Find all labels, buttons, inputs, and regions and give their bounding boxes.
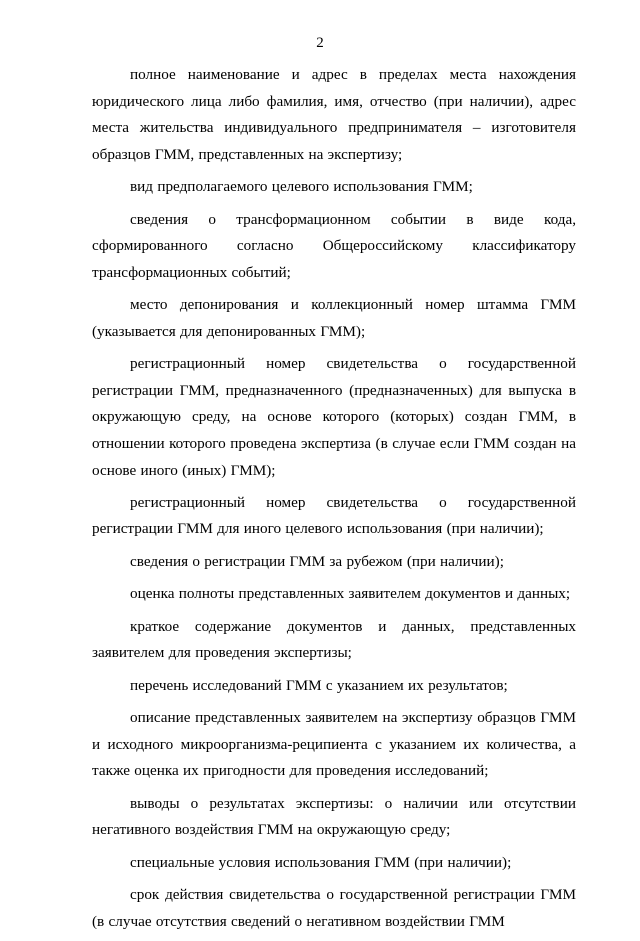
paragraph-other-registration: регистрационный номер свидетельства о государственной регистрации ГММ для иного целевого использования (при наличии); <box>92 493 576 538</box>
paragraph-deposit: место депонирования и коллекционный номер штамма ГММ (указывается для депонированных ГММ); <box>92 296 576 340</box>
page-number: 2 <box>316 35 324 51</box>
paragraph-parent-registration: регистрационный номер свидетельства о государственной регистрации ГММ, предназначенного (предназначенных) для выпуска в окружающую среду, на основе которого (которых) создан ГММ, в отношении которого проведена экспертиза (в случае если ГММ создан на основе иного (иных) ГММ); <box>92 355 576 479</box>
paragraph-completeness: оценка полноты представленных заявителем документов и данных; <box>130 585 571 603</box>
paragraph-special-conditions: специальные условия использования ГММ (при наличии); <box>130 853 512 871</box>
paragraph-manufacturer: полное наименование и адрес в пределах места нахождения юридического лица либо фамилия, имя, отчество (при наличии), адрес места жительства индивидуального предпринимателя – изготовителя образцов ГММ, представленных на экспертизу; <box>92 66 576 163</box>
paragraph-validity: срок действия свидетельства о государственной регистрации ГММ (в случае отсутствия сведений о негативном воздействии ГММ <box>92 885 576 930</box>
paragraph-foreign-registration: сведения о регистрации ГММ за рубежом (при наличии); <box>130 552 504 570</box>
paragraph-samples: описание представленных заявителем на экспертизу образцов ГММ и исходного микроорганизма-реципиента с указанием их количества, а также оценка их пригодности для проведения исследований; <box>92 709 576 780</box>
paragraph-intended-use: вид предполагаемого целевого использования ГММ; <box>130 178 473 196</box>
paragraph-summary: краткое содержание документов и данных, представленных заявителем для проведения экспертизы; <box>92 617 576 662</box>
paragraph-transformation-event: сведения о трансформационном событии в виде кода, сформированного согласно Общероссийскому классификатору трансформационных событий; <box>92 210 576 281</box>
paragraph-studies: перечень исследований ГММ с указанием их результатов; <box>130 676 508 694</box>
document-body <box>92 62 576 941</box>
paragraph-conclusions: выводы о результатах экспертизы: о наличии или отсутствии негативного воздействия ГММ на окружающую среду; <box>92 794 576 839</box>
